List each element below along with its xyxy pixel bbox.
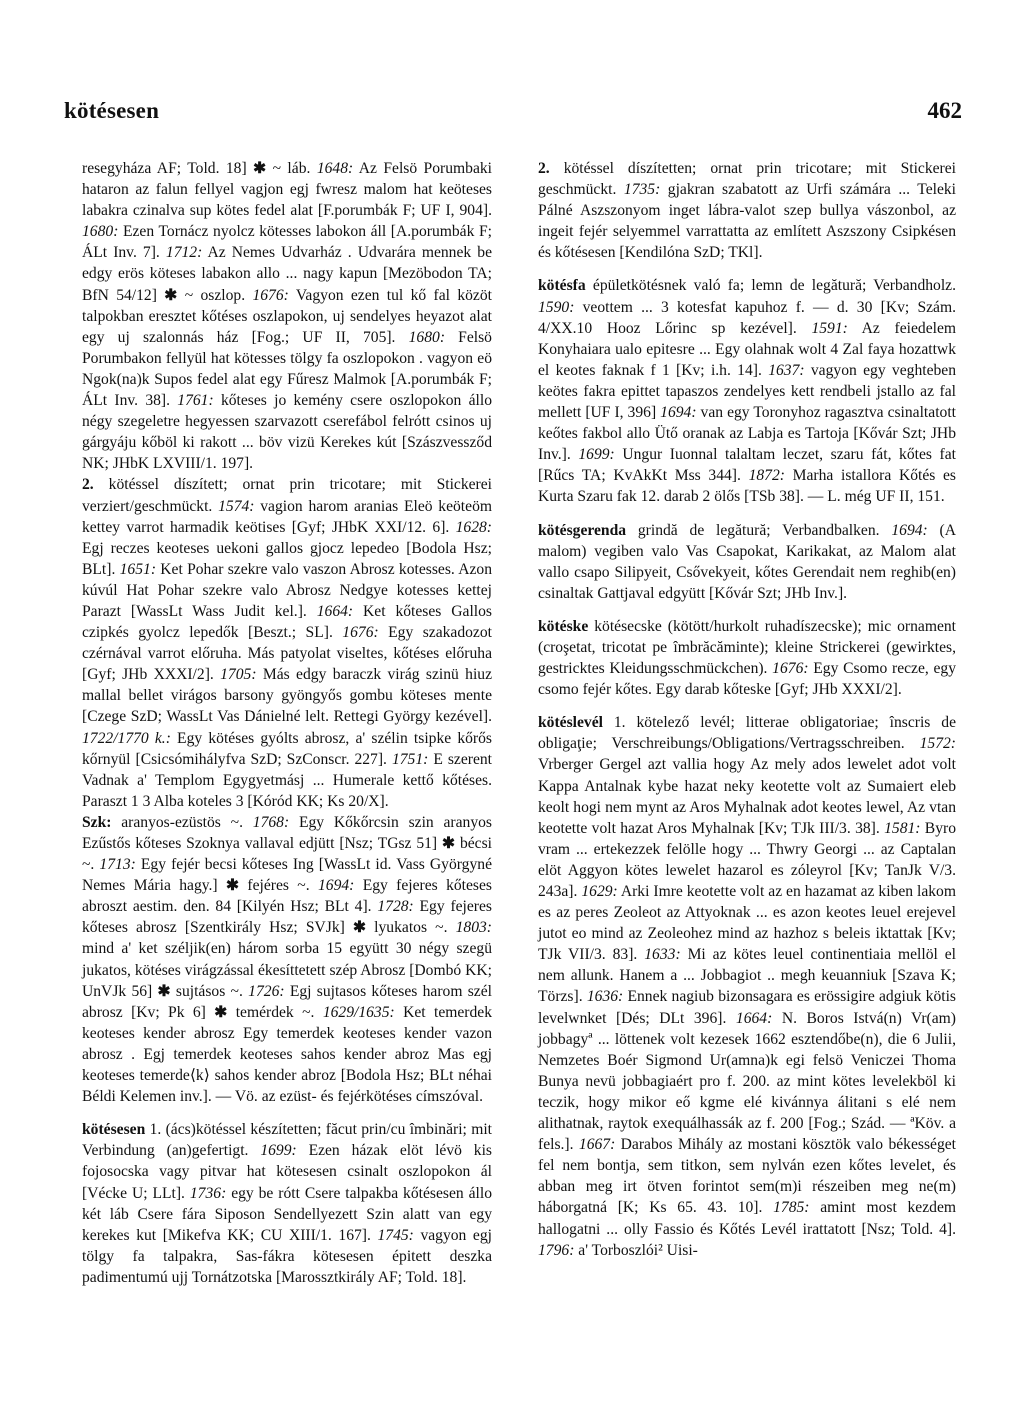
right-column bbox=[538, 158, 956, 1261]
running-head-headword: kötésesen bbox=[64, 98, 160, 123]
entry-paragraph: 2. kötéssel díszített; ornat prin tricotare; mit Stickerei verziert/geschmückt. 1574: vagion harom aranias Eleö keöteöm kettey varrot harmadik keötises [Gyf; JHbK XXI/12. 6]. 1628: Egj reczes keoteses uekoni gallos gjocz lepedeo [Bodola Hsz; BLt]. 1651: Ket Pohar szekre valo vaszon Abrosz kotesses. Azon kúvúl Hat Pohar szekre valo Abrosz Nedgye kotesses kettej Parazt [WassLt Wass Judit kel.]. 1664: Ket kőteses Gallos czipkés gyolcz lepedők [Beszt.; SL]. 1676: Egy szakadozot czérnával varrot előruha. Más patyolat viseltes, kőtéses előruha [Gyf; JHb XXXI/2]. 1705: Más edgy baraczk virág szinü hiuz mallal bellet virágos barsony gyöngyős gombu köteses mente [Czege SzD; WassLt Vas Dánielné lelt. Rettegi György kezével]. 1722/1770 k.: Egy kötéses gyólts abrosz, a' szélin tsipke kőrős kőrnyül [Csicsómihályfva SzD; SzConscr. 227]. 1751: E szerent Vadnak a' Templom Egygyetmásj ... Humerale kettő kőtéses. Paraszt 1 3 Alba koteles 3 [Kóród KK; Ks 20/X]. bbox=[82, 476, 493, 810]
entry-kotesesen: kötésesen 1. (ács)kötéssel készítetten; făcut prin/cu îmbinări; mit Verbindung (an)gefertigt. 1699: Ezen házak elöt lévö kis fojosocska vagy pitvar hat kötesesen csinalt oszlopokon ál [Vécke U; LLt]. 1736: egy be rótt Csere talpakba kőtésesen állo két láb Csere fára Siposon Sendellyezett Szin alatt van egy kerekes kut [Mikefva KK; CU XIII/1. 167]. 1745: vagyon egj tölgy fa talpakra, Sas-fákra kötesesen épitett deszka padimentumú ujj Tornátzotska [Marossztkirály AF; Told. 18]. bbox=[82, 1121, 492, 1286]
entry-paragraph: Szk: aranyos-ezüstös ~. 1768: Egy Kőkőrcsin szin aranyos Ezűstős kőteses Szoknya vallaval edjütt [Nsz; TGsz 51] ✱ bécsi ~. 1713: Egy fejér becsi kőteses Ing [WassLt id. Vass Györgyné Nemes Mária hagy.] ✱ fejéres ~. 1694: Egy fejeres kőteses abroszt aestim. den. 84 [Kilyén Hsz; BLt 4]. 1728: Egy fejeres kőteses abrosz [Szentkirály Hsz; SVJk] ✱ lyukatos ~. 1803: mind a' ket széljik(en) három sorba 15 együtt 30 négy szegü jukatos, kötéses virágzással ékesíttetett szép Abrosz [Dombó KK; UnVJk 56] ✱ sujtásos ~. 1726: Egj sujtasos kőteses harom szél abrosz [Kv; Pk 6] ✱ temérdek ~. 1629/1635: Ket temerdek keoteses kender abrosz Egy temerdek keoteses kender vazon abrosz . Egj temerdek keoteses sahos kender abroz Mas egj keoteses temerde⟨k⟩ sahos kender abroz [Bodola Hsz; BLt néhai Béldi Kelemen inv.]. — Vö. az ezüst- és fejérkötéses címszóval. bbox=[82, 813, 492, 1106]
page-number: 462 bbox=[927, 98, 962, 123]
entry-koteslevel: kötéslevél 1. kötelező levél; litterae obligatoriae; înscris de obligaţie; Verschreibungs/Obligations/Vertragsschreiben. 1572: Vrberger Gergel azt vallia hogy Az mely ados lewelet adot volt Kappa Antalnak kybe hazat neky keotette volt az Sumaiert eleb keolt hogi nem mynt az Aros Myhalnak adot keotes lewel, Az vtan keotette volt hazat Aros Myhalnak [Kv; TJk III/3. 38]. 1581: Byro vram ... ertekezzek felölle hogy ... Thwry Georgi ... az Captalan elöt Aggyon kötes lewelet hazarol es zóleyrol [Kv; TanJk V/3. 243a]. 1629: Arki Imre keotette volt az en hazamat az kiben lakom es az peres Zeoleot az Attyoknak ... es azon keotes leuel erejevel jutot eo mind az Zeoleohez mind az hazhoz s beleis iktattak [Kv; TJk VII/3. 83]. 1633: Mi az kötes leuel continentiaia mellöl el nem allunk. Hanem a ... Jobbagiot .. megh keuanniuk [Szava K; Törzs]. 1636: Ennek nagiub bizonsagara es erössigire adgiuk kötis levelwnket [Dés; DLt 396]. 1664: N. Boros Istvá(n) Vr(am) jobbagyª ... löttenek volt kezesek 1662 esztendőbe(n), die 6 Julii, Nemzetes Boér Sigmond Ur(amna)k egi felsö Veniczei Thoma Bunya nevü jobbagiaért pro f. 200. az mint kötes levelekböl ki teczik, hogy mikor eő kgme elé kivánnya álitani s elé nem alithatnak, raytok exequálhassák az f. 200 [Fog.; Szád. — ªKöv. a fels.]. 1667: Darabos Mihály az mostani kösztök valo békességet fel nem bontja, sem titkon, sem nylván ezen kőtes levelet, és abban meg irt ötven forintot sem(m)i részeiben meg ne(m) háborgatná [K; Ks 65. 43. 10]. 1785: amint most kezdem hallogatni ... olly Fassio és Kőtés Levél irattatott [Nsz; Told. 4]. 1796: a' Torboszlói² Uisi- bbox=[538, 714, 957, 1259]
entry-koteske: kötéske kötésecske (kötött/hurkolt ruhadíszecske); mic ornament (croşetat, tricotat pe îmbrăcăminte); kleine Strickerei (gewirktes, gestricktes Kleidungsschmückchen). 1676: Egy Csomo recze, egy csomo fejér kőtes. Egy darab kőteske [Gyf; JHb XXXI/2]. bbox=[538, 617, 956, 699]
entry-paragraph: resegyháza AF; Told. 18] ✱ ~ láb. 1648: Az Felsö Porumbaki hataron az falun fellyel vagjon egj fwresz malom hat keöteses labakra czinalva sup kötes fedel alat [F.porumbák F; UF I, 904]. 1680: Ezen Tornácz nyolcz kötesses labokon áll [A.porumbák F; ÁLt Inv. 7]. 1712: Az Nemes Udvarház . Udvarára mennek be edgy erös köteses labakon allo ... nagy kapun [Mezöbodon TA; BfN 54/12] ✱ ~ oszlop. 1676: Vagyon ezen tul kő fal közöt talpokban eresztet kőtéses oszlapokon, uj sendelyes heyazot alat egy uj szalonnás ház [Fog.; UF II, 705]. 1680: Felsö Porumbakon fellyül hat kötesses tölgy fa oszlopokon . vagyon eö Ngok(na)k Supos fedel alat egy Fűresz Malmok [A.porumbák F; ÁLt Inv. 38]. 1761: kőteses jo kemény csere oszlopokon állo négy szegeletre hegyessen szarvazott cserefábol felrótt csinos uj gárgyáju kőböl ki rakott ... böv vizü Kerekes kút [Szászvessződ NK; JHbK LXVIII/1. 197]. bbox=[82, 160, 492, 473]
entry-paragraph: 2. kötéssel díszítetten; ornat prin tricotare; mit Stickerei geschmückt. 1735: gjakran szabatott az Urfi számára ... Teleki Pálné Aszszonyom inget lábra-valot szep bullya vászonbol, az ingeit fejér selyemmel varrattatta az említett Aszszony Csipkésen és kőtésesen [Kendilóna SzD; TKl]. bbox=[538, 160, 957, 262]
left-column bbox=[82, 158, 492, 1288]
entry-kotesgerenda: kötésgerenda grindă de legătură; Verbandbalken. 1694: (A malom) vegiben valo Vas Csapokat, Karikakat, az Malom alat vallo csapo Silipyeit, Csővekyeit, kőtes Gerendait nem reghib(en) csinaltak Gattjaval edgyütt [Kővár Szt; JHb Inv.]. bbox=[538, 521, 956, 602]
entry-kotesfa: kötésfa épületkötésnek való fa; lemn de legătură; Verbandholz. 1590: veottem ... 3 kotesfat kapuhoz f. — d. 30 [Kv; Szám. 4/XX.10 Hooz Lőrinc sp kezével]. 1591: Az feiedelem Konyhaiara ualo epitesre ... Egy olahnak wolt 4 Zal faya hozattwk el keotes faknak f 1 [Kv; i.h. 14]. 1637: vagyon egy veghteben keötes fakra epittet tapaszos zendelyes kett rendbeli jstallo az fal mellett [UF I, 396] 1694: van egy Toronyhoz ragasztva csinaltatott keőtes fakbol allo Ütő oranak az Labja es Tartoja [Kővár Szt; JHb Inv.]. 1699: Ungur Iuonnal talaltam leczet, szaru fát, kőtes fat [Rűcs TA; KvAkKt Mss 344]. 1872: Marha istallora Kőtés es Kurta Szaru fak 12. darab 2 ölős [TSb 38]. — L. még UF II, 151. bbox=[538, 277, 957, 506]
